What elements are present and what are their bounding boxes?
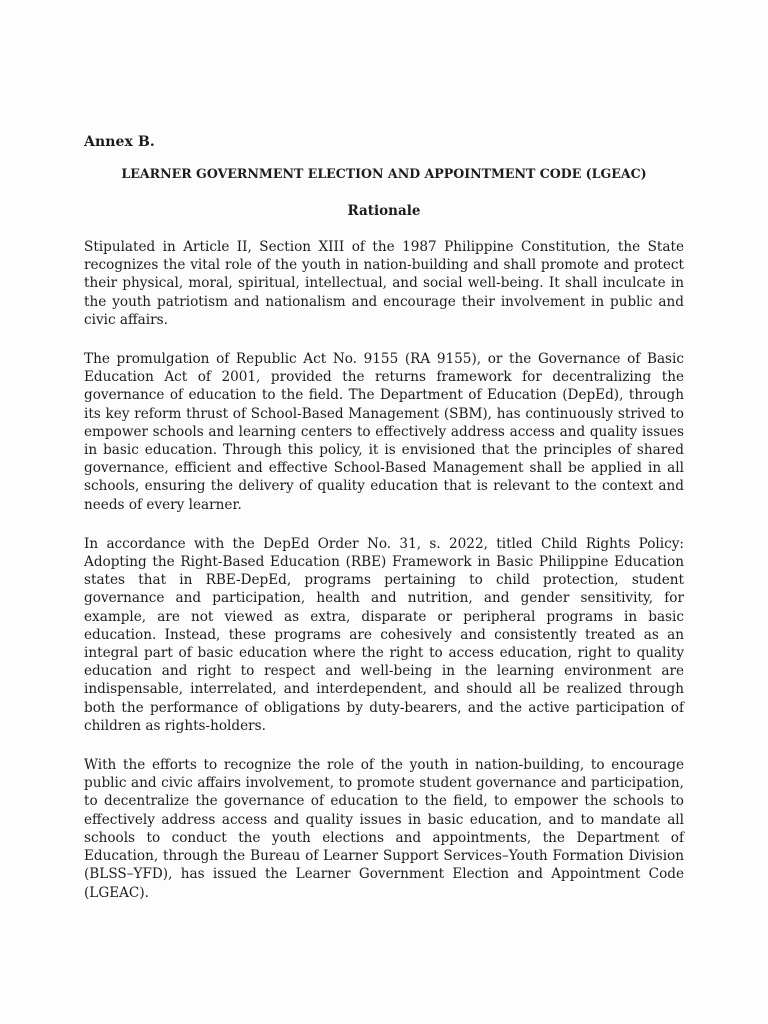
paragraph-ra-9155: The promulgation of Republic Act No. 9155 (RA 9155), or the Governance of Basic Education Act of 2001, provided the returns framework for decentralizing the governance of education to the field. The Department of Education (DepEd), through its key reform thrust of School-Based Management (SBM), has continuously strived to empower schools and learning centers to effectively address access and quality issues in basic education. Through this policy, it is envisioned that the principles of shared governance, efficient and effective School-Based Management shall be applied in all schools, ensuring the delivery of quality education that is relevant to the context and needs of every learner.: [84, 351, 684, 513]
paragraph-constitution: Stipulated in Article II, Section XIII of the 1987 Philippine Constitution, the State recognizes the vital role of the youth in nation-building and shall promote and protect their physical, moral, spiritual, intellectual, and social well-being. It shall inculcate in the youth patriotism and nationalism and encourage their involvement in public and civic affairs.: [84, 239, 684, 328]
paragraph-deped-order: In accordance with the DepEd Order No. 31, s. 2022, titled Child Rights Policy: Adopting the Right-Based Education (RBE) Framework in Basic Philippine Education states that in RBE-DepEd, programs pertaining to child protection, student governance and participation, health and nutrition, and gender sensitivity, for example, are not viewed as extra, disparate or peripheral programs in basic education. Instead, these programs are cohesively and consistently treated as an integral part of basic education where the right to access education, right to quality education and right to respect and well-being in the learning environment are indispensable, interrelated, and interdependent, and should all be realized through both the performance of obligations by duty-bearers, and the active participation of children as rights-holders.: [84, 535, 684, 734]
rationale-body: [84, 238, 684, 923]
paragraph-lgeac-issuance: With the efforts to recognize the role of the youth in nation-building, to encourage public and civic affairs involvement, to promote student governance and participation, to decentralize the governance of education to the field, to empower the schools to effectively address access and quality issues in basic education, and to mandate all schools to conduct the youth elections and appointments, the Department of Education, through the Bureau of Learner Support Services–Youth Formation Division (BLSS–YFD), has issued the Learner Government Election and Appointment Code (LGEAC).: [84, 757, 684, 901]
document-title: LEARNER GOVERNMENT ELECTION AND APPOINTMENT CODE (LGEAC): [121, 166, 647, 181]
annex-label: Annex B.: [84, 134, 155, 150]
section-heading-rationale: Rationale: [347, 203, 421, 219]
